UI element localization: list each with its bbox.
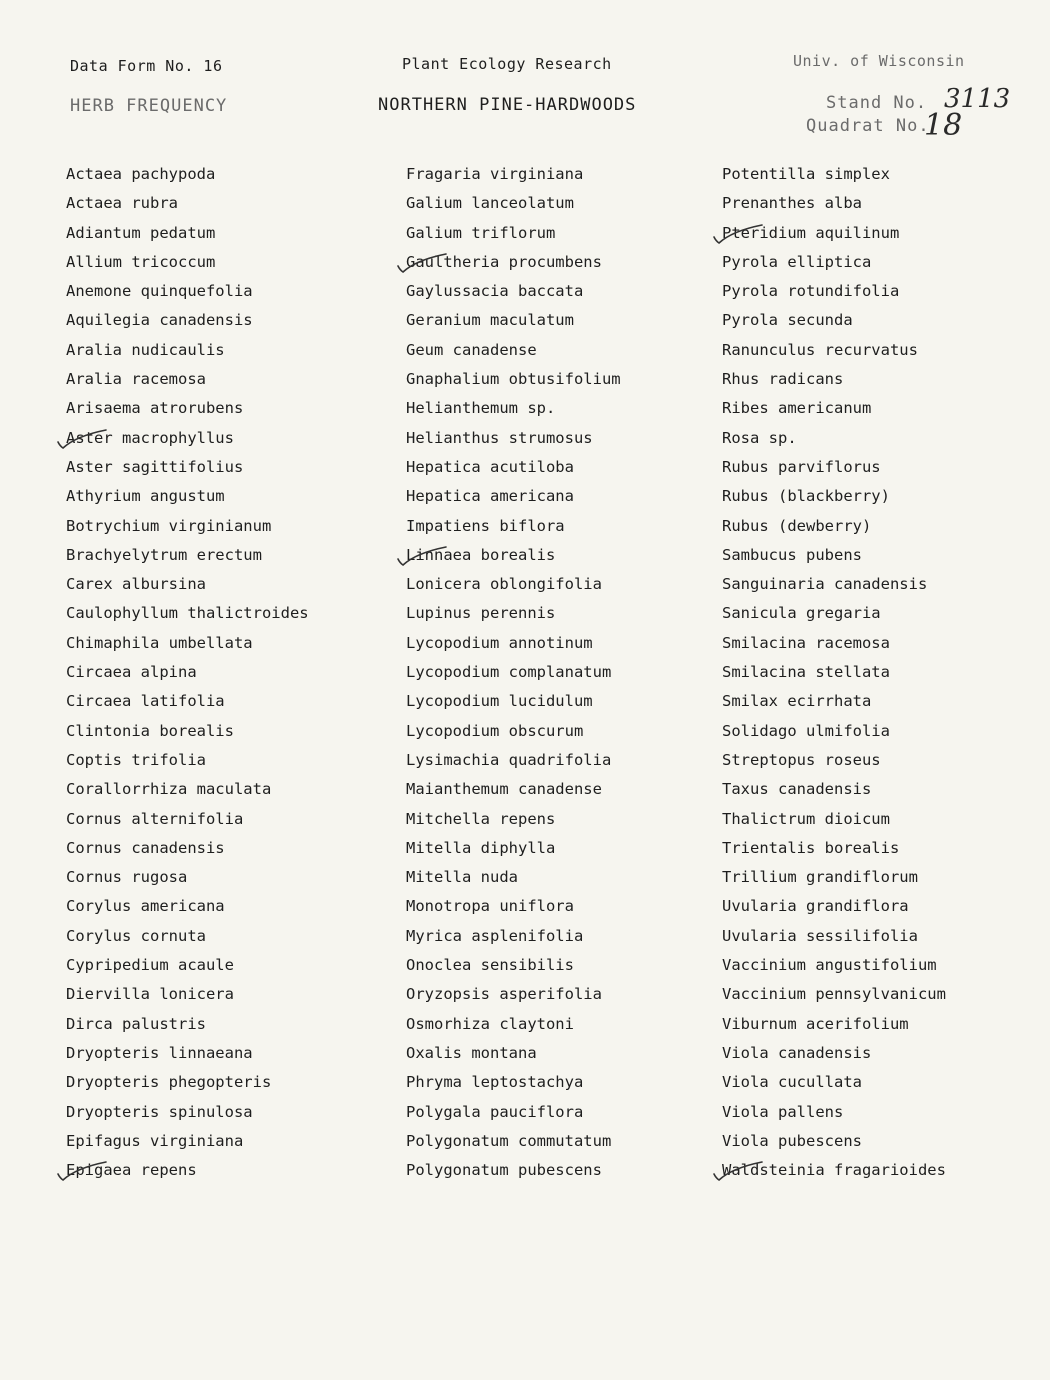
species-name: Actaea rubra: [66, 194, 178, 213]
species-item: [406, 1127, 621, 1156]
stand-number-value: 3113: [944, 84, 1011, 114]
species-name: Taxus canadensis: [722, 780, 872, 799]
species-item: [406, 1156, 621, 1185]
species-name: Uvularia sessilifolia: [722, 926, 918, 945]
species-name: Hepatica acutiloba: [406, 457, 574, 476]
species-item: [722, 892, 946, 921]
species-name: Aquilegia canadensis: [66, 311, 253, 330]
species-name: Trillium grandiflorum: [722, 868, 918, 887]
species-item: [722, 1068, 946, 1097]
species-name: Athyrium angustum: [66, 487, 225, 506]
species-item: [406, 482, 621, 511]
species-name: Botrychium virginianum: [66, 516, 272, 535]
species-item: [66, 160, 309, 189]
species-name: Fragaria virginiana: [406, 165, 584, 183]
species-name: Lycopodium lucidulum: [406, 692, 593, 711]
species-item: [406, 599, 621, 628]
species-name: Mitchella repens: [406, 809, 556, 828]
species-name: Potentilla simplex: [722, 165, 890, 183]
species-item: [722, 453, 946, 482]
species-item: [722, 570, 946, 599]
stand-number-label: Stand No.: [826, 93, 928, 113]
species-name: Lupinus perennis: [406, 604, 556, 623]
species-item: [66, 277, 309, 306]
species-name: Rosa sp.: [722, 428, 797, 447]
species-item: [722, 336, 946, 365]
species-name: Streptopus roseus: [722, 750, 881, 769]
species-item: [66, 629, 309, 658]
species-item: [406, 219, 621, 248]
species-name: Onoclea sensibilis: [406, 956, 574, 975]
species-name: Trientalis borealis: [722, 838, 900, 857]
species-name: Myrica asplenifolia: [406, 926, 584, 945]
species-name: Viburnum acerifolium: [722, 1014, 909, 1033]
species-name: Viola canadensis: [722, 1043, 872, 1062]
species-item: [66, 512, 309, 541]
species-item: [66, 336, 309, 365]
species-name: Sanicula gregaria: [722, 604, 881, 623]
species-item: [406, 922, 621, 951]
species-item: [722, 980, 946, 1009]
species-item: [406, 775, 621, 804]
quadrat-number-label: Quadrat No.: [806, 116, 930, 136]
species-item: [66, 306, 309, 335]
species-item: [722, 834, 946, 863]
species-item: [722, 922, 946, 951]
species-item: [66, 1010, 309, 1039]
species-item: [66, 805, 309, 834]
species-name: Rhus radicans: [722, 370, 844, 389]
species-item: [406, 570, 621, 599]
species-item: [66, 834, 309, 863]
species-item: [406, 951, 621, 980]
species-name: Pyrola secunda: [722, 311, 853, 330]
species-name: Gnaphalium obtusifolium: [406, 370, 621, 389]
species-name: Clintonia borealis: [66, 721, 234, 740]
species-name: Gaultheria procumbens: [406, 252, 602, 271]
species-column-2: [406, 160, 621, 1185]
species-name: Vaccinium angustifolium: [722, 956, 937, 975]
species-item-checked: [66, 1156, 309, 1185]
species-item: [66, 1039, 309, 1068]
species-name: Impatiens biflora: [406, 516, 565, 535]
species-name: Anemone quinquefolia: [66, 282, 253, 301]
species-name: Lycopodium obscurum: [406, 721, 584, 740]
species-item: [406, 717, 621, 746]
species-name: Solidago ulmifolia: [722, 721, 890, 740]
species-item: [66, 1068, 309, 1097]
species-item: [66, 189, 309, 218]
species-item: [722, 1098, 946, 1127]
species-name: Sanguinaria canadensis: [722, 575, 928, 594]
species-name: Monotropa uniflora: [406, 897, 574, 916]
species-name: Sambucus pubens: [722, 545, 862, 564]
species-item: [722, 482, 946, 511]
species-item: [66, 892, 309, 921]
species-name: Rubus (blackberry): [722, 487, 890, 506]
species-name: Circaea latifolia: [66, 692, 225, 711]
species-item: [722, 717, 946, 746]
species-name: Rubus (dewberry): [722, 516, 872, 535]
species-name: Polygonatum commutatum: [406, 1131, 612, 1150]
species-name: Vaccinium pennsylvanicum: [722, 985, 946, 1004]
species-item: [722, 658, 946, 687]
species-item: [722, 512, 946, 541]
species-item: [722, 541, 946, 570]
species-item: [406, 629, 621, 658]
species-name: Smilacina racemosa: [722, 633, 890, 652]
species-name: Dryopteris linnaeana: [66, 1043, 253, 1062]
species-item: [66, 980, 309, 1009]
quadrat-number-value: 18: [924, 108, 963, 143]
species-item: [722, 951, 946, 980]
species-name: Pyrola elliptica: [722, 252, 872, 271]
species-item: [66, 570, 309, 599]
species-item: [66, 1127, 309, 1156]
species-item: [406, 687, 621, 716]
species-name: Dirca palustris: [66, 1014, 206, 1033]
species-name: Lycopodium annotinum: [406, 633, 593, 652]
species-name: Lysimachia quadrifolia: [406, 750, 612, 769]
species-item: [66, 863, 309, 892]
species-item: [66, 482, 309, 511]
species-item: [406, 658, 621, 687]
species-name: Epigaea repens: [66, 1161, 197, 1180]
species-name: Cornus alternifolia: [66, 809, 244, 828]
species-item: [406, 746, 621, 775]
species-item: [66, 394, 309, 423]
species-name: Mitella nuda: [406, 868, 518, 887]
species-item: [406, 834, 621, 863]
species-name: Gaylussacia baccata: [406, 282, 584, 301]
species-item: [722, 1039, 946, 1068]
species-name: Maianthemum canadense: [406, 780, 602, 799]
species-name: Coptis trifolia: [66, 750, 206, 769]
species-item: [406, 863, 621, 892]
species-name: Ribes americanum: [722, 399, 872, 418]
species-item: [722, 599, 946, 628]
species-name: Carex albursina: [66, 575, 206, 594]
species-name: Cypripedium acaule: [66, 956, 234, 975]
species-name: Arisaema atrorubens: [66, 399, 244, 418]
species-name: Pteridium aquilinum: [722, 223, 900, 242]
species-item: [722, 863, 946, 892]
species-item: [406, 1098, 621, 1127]
species-name: Osmorhiza claytoni: [406, 1014, 574, 1033]
species-item: [66, 775, 309, 804]
species-item: [406, 160, 621, 189]
species-item: [406, 1010, 621, 1039]
species-item: [406, 394, 621, 423]
species-item: [722, 394, 946, 423]
species-name: Smilax ecirrhata: [722, 692, 872, 711]
species-name: Corylus americana: [66, 897, 225, 916]
species-name: Brachyelytrum erectum: [66, 545, 262, 564]
species-name: Oryzopsis asperifolia: [406, 985, 602, 1004]
species-column-1: [66, 160, 309, 1185]
species-name: Dryopteris spinulosa: [66, 1102, 253, 1121]
species-item: [406, 1039, 621, 1068]
species-item: [66, 453, 309, 482]
species-name: Oxalis montana: [406, 1043, 537, 1062]
species-item-checked: [406, 248, 621, 277]
species-item: [406, 805, 621, 834]
species-item: [66, 951, 309, 980]
species-item: [406, 512, 621, 541]
species-item: [722, 629, 946, 658]
species-item: [66, 219, 309, 248]
organization-name: Plant Ecology Research: [402, 55, 612, 73]
species-item: [406, 424, 621, 453]
species-item: [722, 687, 946, 716]
species-item: [406, 306, 621, 335]
species-name: Viola pubescens: [722, 1131, 862, 1150]
species-item: [66, 599, 309, 628]
species-item: [722, 248, 946, 277]
species-item: [66, 1098, 309, 1127]
species-item-checked: [406, 541, 621, 570]
species-name: Thalictrum dioicum: [722, 809, 890, 828]
species-name: Mitella diphylla: [406, 838, 556, 857]
species-item: [722, 424, 946, 453]
species-item: [722, 746, 946, 775]
species-name: Helianthemum sp.: [406, 399, 556, 418]
species-name: Aralia racemosa: [66, 370, 206, 389]
species-item: [406, 336, 621, 365]
species-item: [722, 775, 946, 804]
species-name: Allium tricoccum: [66, 252, 216, 271]
species-item: [722, 805, 946, 834]
university-name: Univ. of Wisconsin: [793, 52, 965, 70]
species-name: Adiantum pedatum: [66, 223, 216, 242]
species-item: [406, 980, 621, 1009]
species-name: Cornus canadensis: [66, 838, 225, 857]
species-item: [66, 365, 309, 394]
species-name: Viola pallens: [722, 1102, 844, 1121]
species-item: [406, 365, 621, 394]
species-item: [66, 541, 309, 570]
species-item: [406, 277, 621, 306]
species-name: Cornus rugosa: [66, 868, 188, 887]
species-item: [722, 160, 946, 189]
species-item: [406, 453, 621, 482]
species-name: Galium lanceolatum: [406, 194, 574, 213]
species-column-3: [722, 160, 946, 1185]
form-title: HERB FREQUENCY: [70, 96, 228, 116]
species-item: [722, 306, 946, 335]
species-name: Pyrola rotundifolia: [722, 282, 900, 301]
species-item: [66, 248, 309, 277]
species-name: Lycopodium complanatum: [406, 663, 612, 682]
species-item: [66, 658, 309, 687]
species-name: Circaea alpina: [66, 663, 197, 682]
species-item-checked: [66, 424, 309, 453]
species-item: [406, 189, 621, 218]
species-name: Aralia nudicaulis: [66, 340, 225, 359]
species-name: Geum canadense: [406, 340, 537, 359]
species-name: Rubus parviflorus: [722, 457, 881, 476]
species-name: Smilacina stellata: [722, 663, 890, 682]
species-item: [66, 687, 309, 716]
species-item: [406, 1068, 621, 1097]
species-name: Geranium maculatum: [406, 311, 574, 330]
species-name: Corylus cornuta: [66, 926, 206, 945]
species-name: Uvularia grandiflora: [722, 897, 909, 916]
species-name: Viola cucullata: [722, 1073, 862, 1092]
species-name: Caulophyllum thalictroides: [66, 604, 309, 623]
species-item-checked: [722, 1156, 946, 1185]
species-name: Corallorrhiza maculata: [66, 780, 272, 799]
species-item: [722, 1127, 946, 1156]
species-item: [66, 922, 309, 951]
species-name: Actaea pachypoda: [66, 165, 216, 183]
species-item-checked: [722, 219, 946, 248]
species-name: Diervilla lonicera: [66, 985, 234, 1004]
form-subtitle: NORTHERN PINE-HARDWOODS: [378, 95, 637, 115]
species-item: [722, 189, 946, 218]
species-name: Lonicera oblongifolia: [406, 575, 602, 594]
species-name: Hepatica americana: [406, 487, 574, 506]
species-name: Helianthus strumosus: [406, 428, 593, 447]
species-name: Waldsteinia fragarioides: [722, 1161, 946, 1180]
species-name: Galium triflorum: [406, 223, 556, 242]
species-item: [722, 277, 946, 306]
species-name: Linnaea borealis: [406, 545, 556, 564]
species-name: Dryopteris phegopteris: [66, 1073, 272, 1092]
species-name: Chimaphila umbellata: [66, 633, 253, 652]
species-name: Ranunculus recurvatus: [722, 340, 918, 359]
species-name: Epifagus virginiana: [66, 1131, 244, 1150]
species-item: [66, 717, 309, 746]
species-item: [66, 746, 309, 775]
form-number: Data Form No. 16: [70, 57, 223, 75]
species-name: Polygala pauciflora: [406, 1102, 584, 1121]
species-item: [406, 892, 621, 921]
species-item: [722, 1010, 946, 1039]
species-item: [722, 365, 946, 394]
species-name: Phryma leptostachya: [406, 1073, 584, 1092]
species-name: Aster macrophyllus: [66, 428, 234, 447]
species-name: Aster sagittifolius: [66, 457, 244, 476]
species-name: Prenanthes alba: [722, 194, 862, 213]
species-name: Polygonatum pubescens: [406, 1161, 602, 1180]
